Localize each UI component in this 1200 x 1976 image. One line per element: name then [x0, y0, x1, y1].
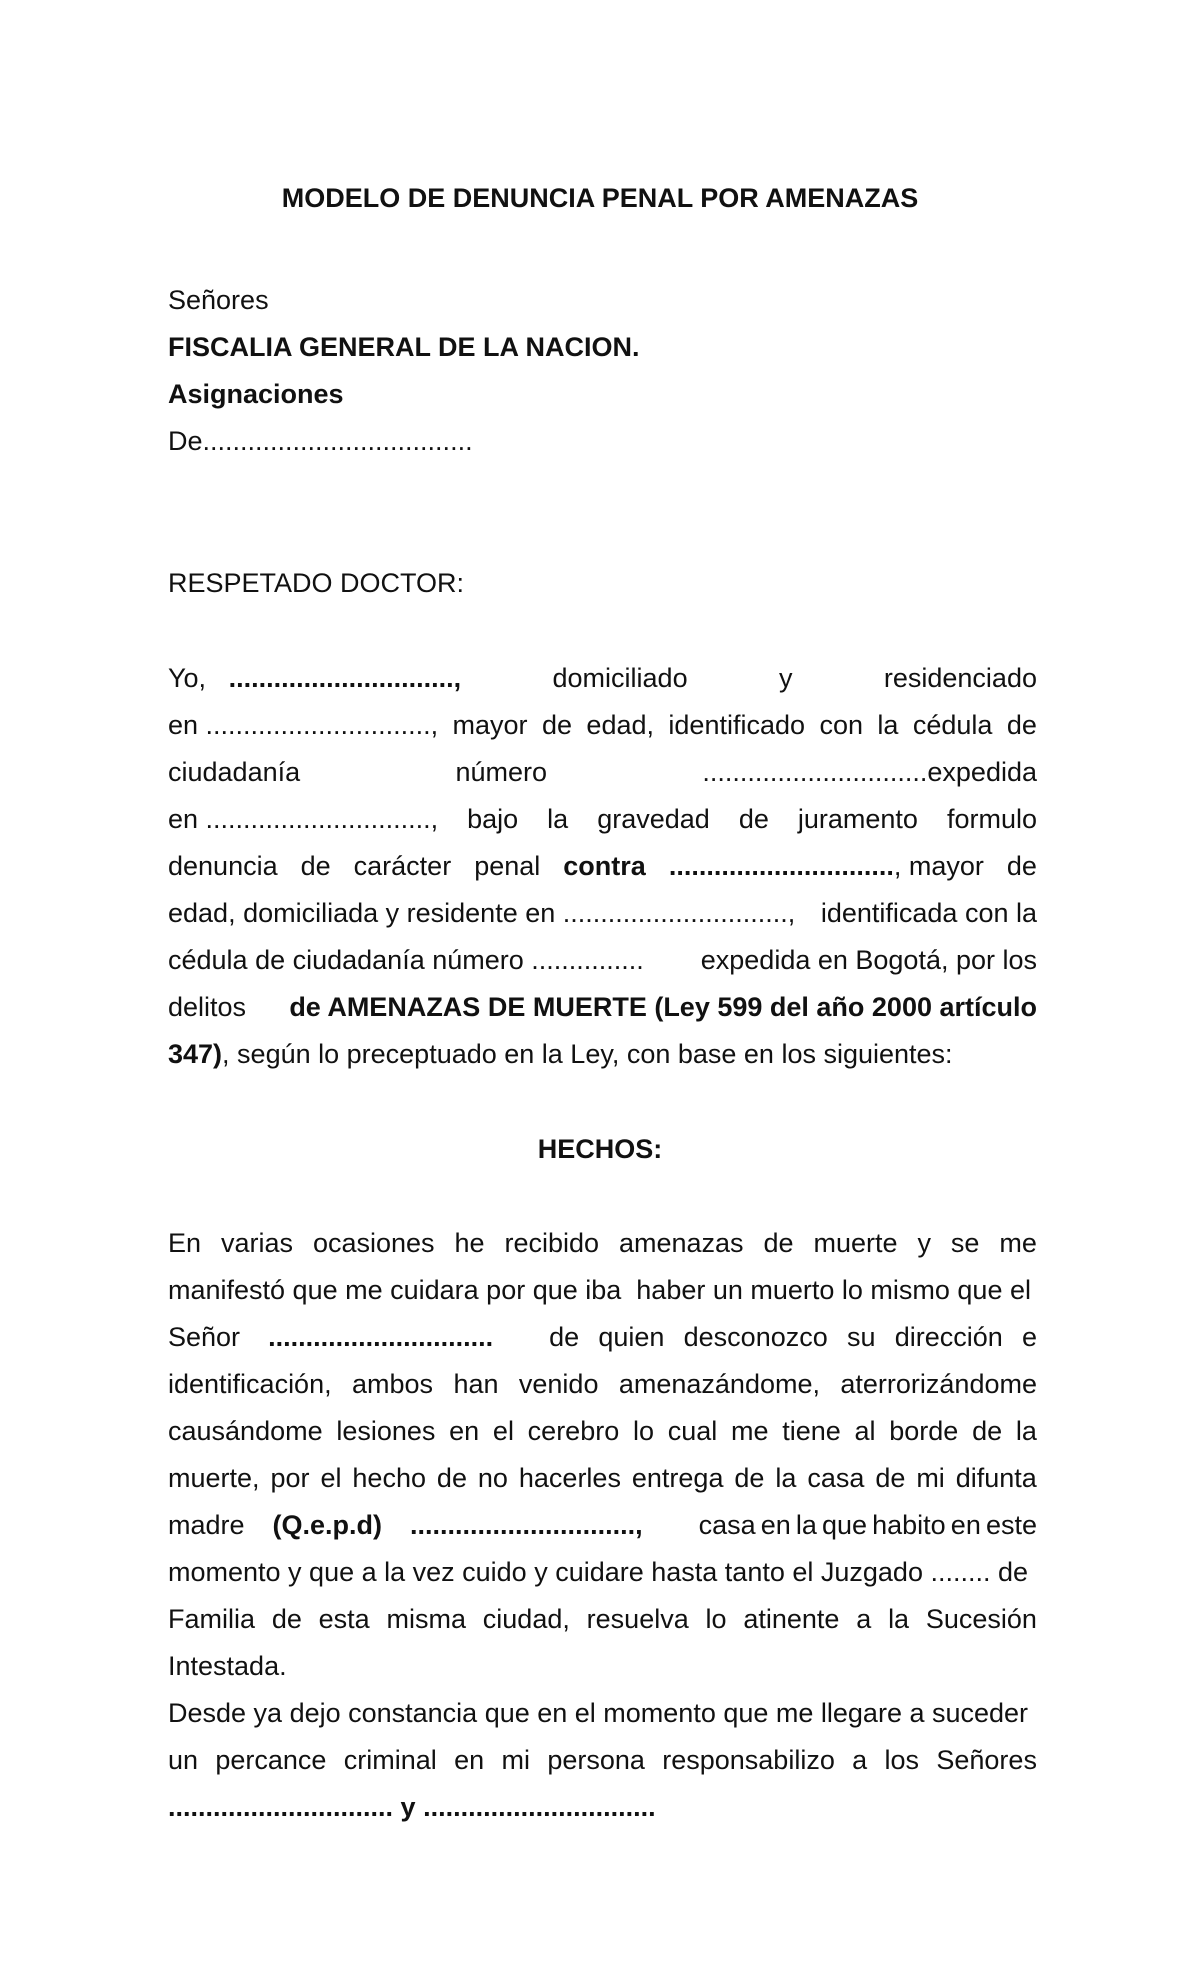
word: de: [734, 1463, 765, 1493]
word: difunta: [955, 1463, 1037, 1493]
facts-line-7: [168, 1502, 1037, 1549]
facts-line-5: [168, 1408, 1037, 1455]
blank: ..............................: [268, 1322, 494, 1352]
word: En: [168, 1228, 202, 1258]
word: he: [454, 1228, 485, 1258]
text: contra: [563, 851, 646, 881]
word: amenazándome,: [618, 1369, 820, 1399]
word: cerebro: [527, 1416, 620, 1446]
text: Señor: [168, 1322, 241, 1352]
text: de: [300, 851, 331, 881]
text: edad, domiciliada y residente en ..............................,: [168, 898, 796, 928]
word: quien: [598, 1322, 665, 1352]
text: Yo,: [168, 663, 207, 693]
word: su: [846, 1322, 876, 1352]
word: y: [917, 1228, 931, 1258]
word: en: [454, 1745, 485, 1775]
text: ciudadanía: [168, 757, 301, 787]
word: lesiones: [336, 1416, 436, 1446]
word: el: [492, 1416, 514, 1446]
word: por: [270, 1463, 310, 1493]
facts-line-8: momento y que a la vez cuido y cuidare hasta tanto el Juzgado ........ de: [168, 1557, 1029, 1587]
text: bajo: [467, 804, 519, 834]
word: de: [763, 1228, 794, 1258]
facts-paragraph: [168, 1220, 1037, 1831]
word: el: [320, 1463, 342, 1493]
word: entrega: [631, 1463, 724, 1493]
word: la: [775, 1463, 797, 1493]
intro-line-8: [168, 984, 1037, 1031]
word: en: [950, 1510, 981, 1540]
greeting-text: RESPETADO DOCTOR:: [168, 568, 465, 598]
word: resuelva: [586, 1604, 689, 1634]
text: identificado: [668, 710, 806, 740]
text: cédula: [912, 710, 993, 740]
facts-line-10: Intestada.: [168, 1651, 287, 1681]
intro-line-6: [168, 890, 1037, 937]
text: denuncia: [168, 851, 278, 881]
word: varias: [220, 1228, 293, 1258]
intro-line-9: [168, 1031, 1037, 1078]
word: de: [436, 1463, 467, 1493]
text-group: [699, 1502, 1037, 1549]
word: en: [760, 1510, 791, 1540]
word: causándome: [168, 1416, 323, 1446]
text: penal: [474, 851, 541, 881]
word: aterrorizándome: [840, 1369, 1037, 1399]
word: Familia: [168, 1604, 256, 1634]
word: casa: [698, 1510, 756, 1540]
text: juramento: [797, 804, 918, 834]
word: borde: [889, 1416, 959, 1446]
word: desconozco: [683, 1322, 828, 1352]
word: cual: [667, 1416, 718, 1446]
intro-line-4: [168, 796, 1037, 843]
word: hacerles: [518, 1463, 621, 1493]
word: me: [730, 1416, 769, 1446]
recipient-department: Asignaciones: [168, 379, 344, 409]
word: manifestó que me cuidara por que iba haber un muerto lo mismo que el: [168, 1275, 1031, 1305]
word: se: [950, 1228, 980, 1258]
text: cédula de ciudadanía número ...............: [168, 945, 644, 975]
word: un: [168, 1745, 199, 1775]
facts-line-11: Desde ya dejo constancia que en el momento que me llegare a suceder: [168, 1698, 1029, 1728]
text: gravedad: [597, 804, 710, 834]
word: mi: [916, 1463, 945, 1493]
word: lo: [632, 1416, 654, 1446]
word: mi: [501, 1745, 530, 1775]
word: de: [972, 1416, 1003, 1446]
intro-line-5: [168, 843, 1037, 890]
intro-line-1: [168, 655, 1037, 702]
text: formulo: [946, 804, 1037, 834]
word: responsabilizo: [662, 1745, 835, 1775]
text: carácter: [353, 851, 452, 881]
word: de: [875, 1463, 906, 1493]
word: Sucesión: [925, 1604, 1037, 1634]
text: en ..............................,: [168, 710, 439, 740]
word: me: [999, 1228, 1037, 1258]
word: la: [888, 1604, 910, 1634]
word: este: [985, 1510, 1037, 1540]
text: número: [455, 757, 548, 787]
text: y: [778, 663, 793, 693]
word: percance: [215, 1745, 327, 1775]
facts-line-6: [168, 1455, 1037, 1502]
facts-line-3: [168, 1314, 1037, 1361]
word: que: [821, 1510, 868, 1540]
word: persona: [547, 1745, 645, 1775]
facts-line-12: [168, 1737, 1037, 1784]
document-title: MODELO DE DENUNCIA PENAL POR AMENAZAS: [281, 183, 919, 213]
word: criminal: [343, 1745, 437, 1775]
word: lo: [705, 1604, 727, 1634]
word: ciudad,: [482, 1604, 570, 1634]
text: residenciado: [883, 663, 1037, 693]
recipient-place: De....................................: [168, 426, 473, 456]
word: han: [453, 1369, 499, 1399]
name-blank: ..............................,: [228, 663, 462, 693]
word: de: [271, 1604, 302, 1634]
text: delitos: [168, 992, 247, 1022]
word: casa: [807, 1463, 865, 1493]
word: amenazas: [618, 1228, 744, 1258]
text: de: [1006, 851, 1037, 881]
word: la: [795, 1510, 817, 1540]
word: recibido: [504, 1228, 600, 1258]
word: a: [852, 1745, 868, 1775]
facts-line-1: [168, 1220, 1037, 1267]
text: expedida en Bogotá, por los: [700, 945, 1037, 975]
word: Señores: [936, 1745, 1037, 1775]
recipient-entity: FISCALIA GENERAL DE LA NACION.: [168, 332, 640, 362]
intro-line-3: [168, 749, 1037, 796]
word: e: [1021, 1322, 1037, 1352]
text: de AMENAZAS DE MUERTE (Ley 599 del año 2000 artículo: [289, 992, 1037, 1022]
word: en: [449, 1416, 480, 1446]
text: de: [1006, 710, 1037, 740]
text: la: [877, 710, 899, 740]
intro-paragraph: [168, 655, 1037, 1078]
text: en ..............................,: [168, 804, 439, 834]
text: de: [738, 804, 769, 834]
word: muerte: [813, 1228, 898, 1258]
greeting: [168, 560, 1037, 607]
word: ocasiones: [312, 1228, 435, 1258]
text: identificada con la: [820, 898, 1037, 928]
facts-line-13: .............................. y ...............................: [168, 1792, 656, 1822]
text: , según lo preceptuado en la Ley, con base en los siguientes:: [222, 1039, 953, 1069]
word: la: [1015, 1416, 1037, 1446]
text: domiciliado: [552, 663, 688, 693]
word: a: [856, 1604, 872, 1634]
text: edad,: [586, 710, 654, 740]
text: la: [547, 804, 569, 834]
word: tiene: [782, 1416, 841, 1446]
word: hecho: [352, 1463, 426, 1493]
word: al: [854, 1416, 876, 1446]
text: con: [819, 710, 863, 740]
text: 347): [168, 1039, 223, 1069]
word: de: [549, 1322, 580, 1352]
text: ..............................expedida: [702, 757, 1037, 787]
facts-line-4: [168, 1361, 1037, 1408]
text: mayor: [452, 710, 528, 740]
blank: ..............................,: [410, 1510, 643, 1540]
word: esta: [318, 1604, 370, 1634]
text: madre: [168, 1510, 245, 1540]
text: , mayor: [893, 851, 984, 881]
word: atinente: [743, 1604, 840, 1634]
word: identificación,: [168, 1369, 332, 1399]
address-block: [168, 277, 1037, 465]
text-group: [549, 1314, 1037, 1361]
word: ambos: [352, 1369, 434, 1399]
facts-line-9: [168, 1596, 1037, 1643]
salutation: Señores: [168, 285, 269, 315]
intro-line-7: [168, 937, 1037, 984]
word: venido: [518, 1369, 599, 1399]
word: habito: [872, 1510, 946, 1540]
word: no: [477, 1463, 508, 1493]
word: dirección: [894, 1322, 1003, 1352]
word: muerte,: [168, 1463, 260, 1493]
facts-heading: HECHOS:: [537, 1134, 663, 1164]
text: de: [541, 710, 572, 740]
word: los: [884, 1745, 920, 1775]
intro-line-2: [168, 702, 1037, 749]
word: misma: [386, 1604, 466, 1634]
facts-line-2: [168, 1267, 1037, 1314]
blank: ..............................: [668, 851, 894, 881]
text: (Q.e.p.d): [272, 1510, 383, 1540]
